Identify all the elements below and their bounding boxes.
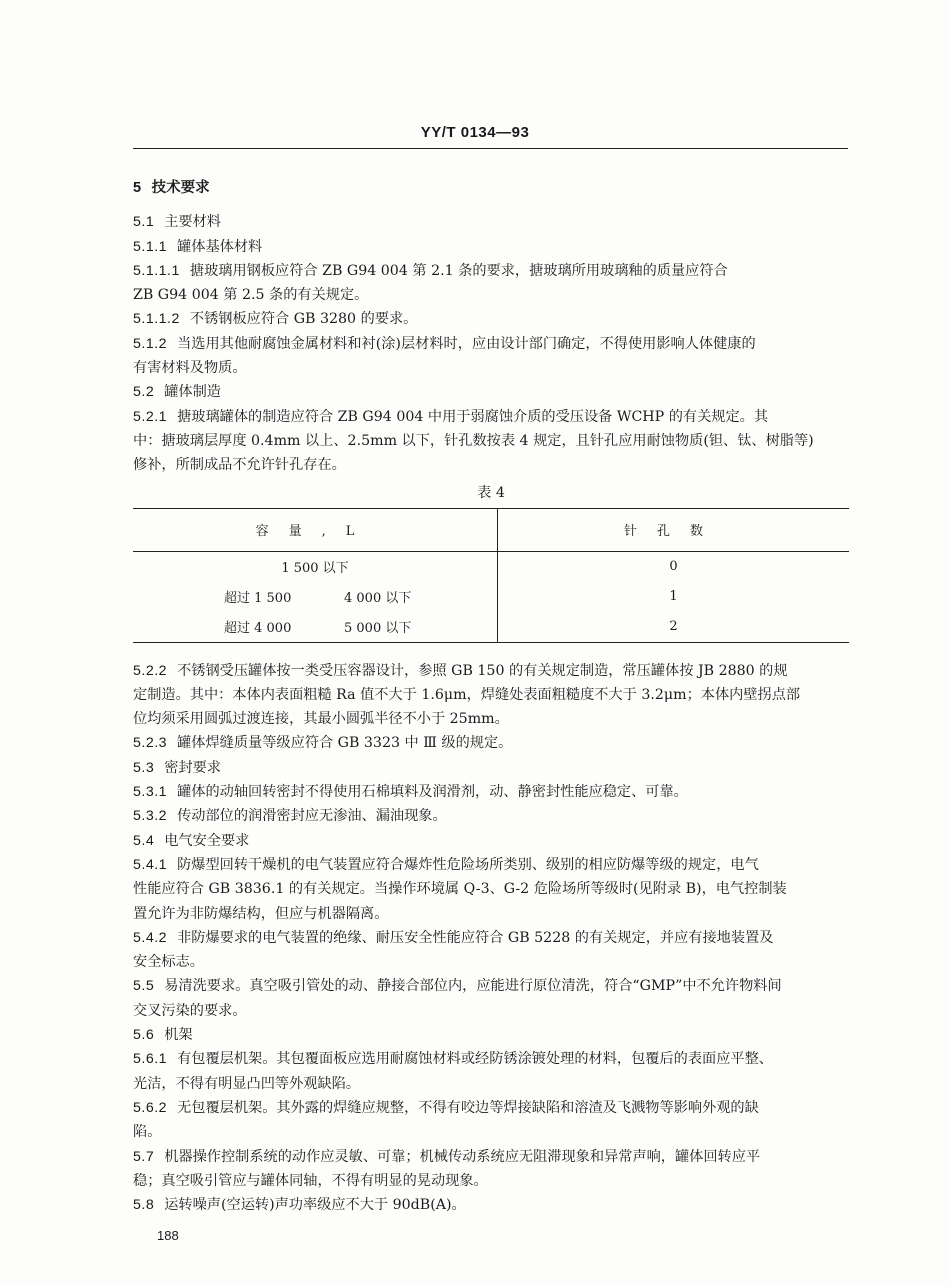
section-title [133, 176, 849, 200]
page-number: 188 [157, 1228, 179, 1243]
clause-5-1 [133, 210, 849, 234]
clause-text-line: 定制造。其中：本体内表面粗糙 Ra 值不大于 1.6μm，焊缝处表面粗糙度不大于 3.2μm；本体内壁拐点部 [133, 686, 801, 703]
clause-text-line: 性能应符合 GB 3836.1 的有关规定。当操作环境属 Q-3、G-2 危险场所等级时(见附录 B)，电气控制装 [133, 881, 787, 898]
clause-number: 5.5 [133, 978, 155, 995]
clause-text-line: 安全标志。 [133, 954, 204, 971]
pinhole-count-cell: 1 [669, 589, 678, 605]
clause-5-2-2 [133, 659, 849, 732]
capacity-range: 1 500 以下 [281, 561, 349, 577]
clause-text-line: 搪玻璃用钢板应符合 ZB G94 004 第 2.1 条的要求，搪玻璃所用玻璃釉的质量应符合 [189, 262, 728, 279]
clause-text: 主要材料 [164, 214, 221, 231]
capacity-lower: 超过 4 000 [224, 620, 292, 636]
document-code-header: YY/T 0134—93 [420, 124, 530, 141]
clause-5-3-2 [133, 804, 849, 828]
clause-text: 机架 [164, 1027, 193, 1044]
clause-text: 传动部位的润滑密封应无渗油、漏油现象。 [177, 808, 447, 825]
table-row [133, 551, 849, 582]
capacity-cell [133, 612, 498, 643]
section-title-text: 技术要求 [151, 180, 210, 196]
pinhole-count-cell: 0 [669, 559, 678, 575]
clause-number: 5.2.1 [133, 408, 168, 425]
clause-number: 5.2.3 [133, 735, 168, 752]
clause-number: 5.1 [133, 214, 155, 231]
clause-text: 密封要求 [164, 759, 221, 776]
clause-5-3-1 [133, 780, 849, 804]
clause-text-line: 光洁，不得有明显凸凹等外观缺陷。 [133, 1075, 361, 1092]
clause-text-line: 置允许为非防爆结构，但应与机器隔离。 [133, 905, 389, 922]
clause-text-line: 机器操作控制系统的动作应灵敏、可靠；机械传动系统应无阻滞现象和异常声响，罐体回转应平 [164, 1148, 761, 1165]
clause-5-2-3 [133, 731, 849, 755]
clause-number: 5.6 [133, 1027, 155, 1044]
clause-text-line: 非防爆要求的电气装置的绝缘、耐压安全性能应符合 GB 5228 的有关规定，并应有接地装置及 [177, 929, 774, 946]
clause-number: 5.8 [133, 1197, 155, 1214]
clause-5-4-1 [133, 853, 849, 926]
clause-text-line: ZB G94 004 第 2.5 条的有关规定。 [133, 287, 369, 304]
section-number: 5 [133, 180, 142, 196]
clause-number: 5.1.1.2 [133, 311, 180, 328]
clause-number: 5.6.2 [133, 1099, 168, 1116]
clause-text: 罐体制造 [164, 384, 221, 401]
clause-number: 5.3.1 [133, 784, 168, 801]
pinhole-count-cell: 2 [669, 619, 678, 635]
clause-5-3 [133, 756, 849, 780]
clause-text-line: 搪玻璃罐体的制造应符合 ZB G94 004 中用于弱腐蚀介质的受压设备 WCHP 的有关规定。其 [177, 408, 769, 425]
capacity-lower: 超过 1 500 [224, 590, 292, 606]
clause-text-line: 陷。 [133, 1124, 162, 1141]
clause-text-line: 当选用其他耐腐蚀金属材料和衬(涂)层材料时，应由设计部门确定，不得使用影响人体健康的 [177, 335, 756, 352]
clause-text-line: 无包覆层机架。其外露的焊缝应规整，不得有咬边等焊接缺陷和溶渣及飞溅物等影响外观的缺 [177, 1099, 759, 1116]
clause-5-2-1 [133, 405, 849, 478]
clause-text-line: 位均须采用圆弧过渡连接，其最小圆弧半径不小于 25mm。 [133, 711, 509, 728]
clause-text-line: 有害材料及物质。 [133, 360, 247, 377]
page-content [133, 176, 849, 1217]
clause-number: 5.2 [133, 384, 155, 401]
clause-5-8 [133, 1193, 849, 1217]
clause-5-6 [133, 1023, 849, 1047]
clause-5-4-2 [133, 926, 849, 975]
clause-number: 5.4.1 [133, 856, 168, 873]
clause-number: 5.1.2 [133, 335, 168, 352]
clause-5-2 [133, 380, 849, 404]
clause-number: 5.3 [133, 759, 155, 776]
clause-5-1-1 [133, 235, 849, 259]
column-header-pinholes: 针孔数 [498, 508, 850, 551]
clause-number: 5.3.2 [133, 808, 168, 825]
capacity-cell [133, 551, 498, 582]
clause-text: 罐体焊缝质量等级应符合 GB 3323 中 Ⅲ 级的规定。 [177, 735, 513, 752]
clause-text: 罐体的动轴回转密封不得使用石棉填料及润滑剂，动、静密封性能应稳定、可靠。 [177, 784, 688, 801]
clause-text: 不锈钢板应符合 GB 3280 的要求。 [189, 311, 418, 328]
clause-5-1-1-1 [133, 259, 849, 308]
clause-5-7 [133, 1145, 849, 1194]
clause-text: 运转噪声(空运转)声功率级应不大于 90dB(A)。 [164, 1197, 466, 1214]
column-header-capacity: 容量,L [133, 508, 498, 551]
pinhole-table [133, 508, 849, 643]
clause-text-line: 防爆型回转干燥机的电气装置应符合爆炸性危险场所类别、级别的相应防爆等级的规定，电气 [177, 856, 759, 873]
clause-5-6-2 [133, 1096, 849, 1145]
clause-number: 5.1.1 [133, 238, 168, 255]
clause-number: 5.4.2 [133, 929, 168, 946]
clause-text-line: 不锈钢受压罐体按一类受压容器设计，参照 GB 150 的有关规定制造，常压罐体按 JB 2880 的规 [177, 662, 788, 679]
clause-text-line: 易清洗要求。真空吸引管处的动、静接合部位内，应能进行原位清洗，符合“GMP”中不允许物料间 [164, 978, 782, 995]
clause-5-5 [133, 974, 849, 1023]
clause-text: 电气安全要求 [164, 832, 250, 849]
clause-text-line: 稳；真空吸引管应与罐体同轴，不得有明显的晃动现象。 [133, 1172, 488, 1189]
capacity-upper: 4 000 以下 [344, 590, 412, 606]
table-row [133, 612, 849, 643]
clause-number: 5.1.1.1 [133, 262, 180, 279]
clause-5-4 [133, 829, 849, 853]
clause-text: 罐体基体材料 [177, 238, 263, 255]
capacity-upper: 5 000 以下 [344, 620, 412, 636]
capacity-cell [133, 582, 498, 612]
clause-number: 5.7 [133, 1148, 155, 1165]
clause-text-line: 修补，所制成品不允许针孔存在。 [133, 457, 346, 474]
clause-5-1-1-2 [133, 307, 849, 331]
clause-5-6-1 [133, 1047, 849, 1096]
clause-number: 5.2.2 [133, 662, 168, 679]
clause-5-1-2 [133, 332, 849, 381]
clause-text-line: 有包覆层机架。其包覆面板应选用耐腐蚀材料或经防锈涂镀处理的材料，包覆后的表面应平整、 [177, 1051, 773, 1068]
header-rule [133, 148, 848, 149]
clause-number: 5.6.1 [133, 1051, 168, 1068]
table-caption: 表 4 [477, 484, 505, 501]
table-row [133, 582, 849, 612]
clause-text-line: 交叉污染的要求。 [133, 1002, 247, 1019]
clause-text-line: 中：搪玻璃层厚度 0.4mm 以上、2.5mm 以下，针孔数按表 4 规定，且针孔应用耐蚀物质(钽、钛、树脂等) [133, 432, 814, 449]
clause-number: 5.4 [133, 832, 155, 849]
